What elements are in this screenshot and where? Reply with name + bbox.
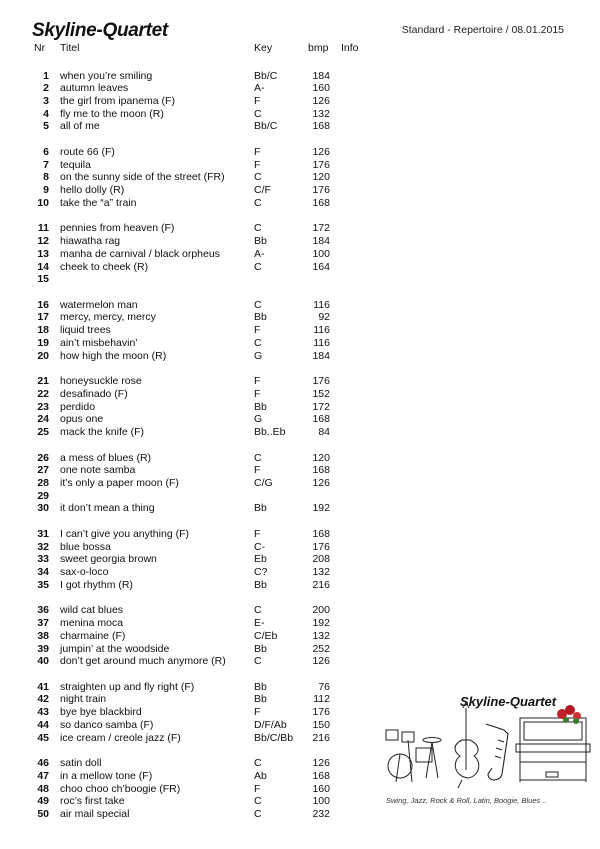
song-row — [0, 350, 380, 363]
song-tempo: 132 — [312, 566, 330, 579]
song-key: F — [254, 527, 261, 540]
logo-tagline: Swing, Jazz, Rock & Roll, Latin, Boogie, Blues .. — [386, 796, 547, 805]
song-number: 25 — [37, 426, 49, 439]
band-logo — [380, 690, 592, 820]
group-spacer — [0, 133, 380, 146]
song-row — [0, 604, 380, 617]
song-row — [0, 655, 380, 668]
song-number: 50 — [37, 808, 49, 821]
song-title: wild cat blues — [60, 604, 124, 617]
song-row — [0, 413, 380, 426]
song-tempo: 176 — [312, 706, 330, 719]
song-title: ain’t misbehavin’ — [60, 336, 138, 349]
song-row — [0, 375, 380, 388]
song-row — [0, 159, 380, 172]
song-number: 14 — [37, 260, 49, 273]
group-spacer — [0, 210, 380, 223]
song-number: 16 — [37, 298, 49, 311]
song-key: Bb..Eb — [254, 426, 286, 439]
song-number: 24 — [37, 413, 49, 426]
song-key: F — [254, 324, 261, 337]
song-tempo: 168 — [312, 769, 330, 782]
song-key: C — [254, 795, 262, 808]
song-key: C — [254, 451, 262, 464]
song-key: C- — [254, 540, 266, 553]
song-title: on the sunny side of the street (FR) — [60, 171, 225, 184]
song-title: charmaine (F) — [60, 629, 126, 642]
song-tempo: 160 — [312, 82, 330, 95]
song-tempo: 132 — [312, 107, 330, 120]
song-row — [0, 630, 380, 643]
song-number: 22 — [37, 387, 49, 400]
song-number: 15 — [37, 273, 49, 286]
song-title: honeysuckle rose — [60, 375, 142, 388]
song-number: 33 — [37, 553, 49, 566]
song-number: 4 — [43, 107, 49, 120]
song-title: jumpin’ at the woodside — [60, 642, 170, 655]
song-key: A- — [254, 247, 265, 260]
song-key: C — [254, 604, 262, 617]
song-number: 40 — [37, 655, 49, 668]
song-number: 35 — [37, 578, 49, 591]
song-key: Bb — [254, 693, 267, 706]
song-number: 26 — [37, 451, 49, 464]
song-row — [0, 311, 380, 324]
song-key: Bb/C — [254, 120, 278, 133]
song-number: 30 — [37, 502, 49, 515]
song-tempo: 168 — [312, 120, 330, 133]
piano-icon — [516, 718, 590, 782]
song-tempo: 168 — [312, 413, 330, 426]
song-row — [0, 299, 380, 312]
song-number: 34 — [37, 566, 49, 579]
song-row — [0, 541, 380, 554]
song-title: the girl from ipanema (F) — [60, 94, 175, 107]
song-row — [0, 579, 380, 592]
song-tempo: 168 — [312, 527, 330, 540]
group-spacer — [0, 439, 380, 452]
song-tempo: 132 — [312, 629, 330, 642]
song-title: mercy, mercy, mercy — [60, 311, 156, 324]
song-key: F — [254, 145, 261, 158]
song-title: one note samba — [60, 464, 136, 477]
song-row — [0, 770, 380, 783]
song-row — [0, 171, 380, 184]
song-row — [0, 681, 380, 694]
song-number: 28 — [37, 477, 49, 489]
song-title: cheek to cheek (R) — [60, 260, 149, 273]
song-tempo: 112 — [313, 693, 330, 706]
song-row — [0, 248, 380, 261]
song-tempo: 116 — [313, 324, 330, 337]
song-tempo: 184 — [312, 69, 330, 82]
song-number: 27 — [37, 464, 49, 477]
song-key: C — [254, 107, 262, 120]
song-title: hello dolly (R) — [60, 184, 125, 197]
instruments-illustration — [380, 690, 592, 790]
song-row — [0, 388, 380, 401]
repertoire-list — [0, 70, 380, 821]
drum-kit-icon — [386, 730, 441, 782]
song-number: 8 — [43, 171, 49, 184]
song-number: 11 — [37, 222, 49, 235]
song-title: opus one — [60, 413, 104, 426]
song-tempo: 116 — [313, 298, 330, 311]
song-key: F — [254, 94, 261, 107]
song-tempo: 126 — [312, 655, 330, 668]
song-title: I got rhythm (R) — [60, 578, 133, 591]
song-tempo: 176 — [312, 375, 330, 388]
song-tempo: 84 — [318, 426, 330, 439]
song-tempo: 168 — [312, 196, 330, 209]
song-title: sax-o-loco — [60, 566, 109, 579]
saxophone-icon — [486, 724, 508, 780]
song-row — [0, 82, 380, 95]
song-title: bye bye blackbird — [60, 706, 142, 719]
song-number: 2 — [43, 82, 49, 95]
song-tempo: 116 — [313, 336, 330, 349]
song-tempo: 176 — [312, 184, 330, 197]
song-tempo: 92 — [318, 311, 330, 324]
song-tempo: 192 — [312, 617, 330, 630]
song-key: C — [254, 336, 262, 349]
song-row — [0, 452, 380, 465]
song-row — [0, 732, 380, 745]
song-key: F — [254, 375, 261, 388]
group-spacer — [0, 362, 380, 375]
song-row — [0, 108, 380, 121]
song-key: G — [254, 413, 263, 426]
song-key: C? — [254, 566, 268, 579]
song-row — [0, 95, 380, 108]
song-title: in a mellow tone (F) — [60, 769, 153, 782]
song-tempo: 172 — [312, 400, 330, 413]
song-number: 1 — [43, 69, 49, 82]
song-key: C — [254, 757, 262, 770]
song-number: 3 — [43, 94, 49, 107]
song-tempo: 184 — [312, 349, 330, 362]
song-row — [0, 222, 380, 235]
song-row — [0, 70, 380, 83]
song-tempo: 176 — [312, 540, 330, 553]
song-number: 49 — [37, 795, 49, 808]
song-tempo: 164 — [312, 260, 330, 273]
band-name-title: Skyline-Quartet — [32, 20, 168, 41]
song-key: C — [254, 260, 262, 273]
column-header-bmp: bmp — [308, 42, 329, 54]
repertoire-subtitle: Standard - Repertoire / 08.01.2015 — [401, 24, 564, 36]
song-key: Bb — [254, 400, 267, 413]
song-title: menina moca — [60, 617, 124, 630]
song-key: A- — [254, 82, 265, 95]
song-tempo: 126 — [312, 94, 330, 107]
song-row — [0, 426, 380, 439]
song-title: it don’t mean a thing — [60, 502, 155, 515]
song-row — [0, 146, 380, 159]
song-key: C/F — [254, 184, 271, 197]
song-row — [0, 783, 380, 796]
column-header-titel: Titel — [60, 42, 80, 54]
song-title: a mess of blues (R) — [60, 451, 152, 464]
song-number: 20 — [37, 349, 49, 362]
song-number: 37 — [37, 617, 49, 630]
song-tempo: 126 — [312, 757, 330, 770]
song-number: 19 — [37, 336, 49, 349]
song-row — [0, 617, 380, 630]
song-number: 7 — [43, 158, 49, 171]
song-row — [0, 273, 380, 286]
song-key: Bb — [254, 680, 267, 693]
song-tempo: 160 — [312, 782, 330, 795]
song-title: tequila — [60, 158, 91, 171]
song-key: Bb/C — [254, 69, 278, 82]
group-spacer — [0, 744, 380, 757]
flowers-icon — [557, 705, 581, 724]
song-row — [0, 706, 380, 719]
song-tempo: 120 — [312, 451, 330, 464]
song-row — [0, 502, 380, 515]
song-title: desafinado (F) — [60, 387, 128, 400]
song-title: don’t get around much anymore (R) — [60, 655, 226, 668]
song-title: when you’re smiling — [60, 69, 153, 82]
song-key: Eb — [254, 553, 267, 566]
song-key: Ab — [254, 769, 267, 782]
song-number: 9 — [43, 184, 49, 197]
song-tempo: 120 — [312, 171, 330, 184]
song-title: how high the moon (R) — [60, 349, 167, 362]
song-title: mack the knife (F) — [60, 426, 145, 439]
song-number: 5 — [43, 120, 49, 133]
song-number: 13 — [37, 247, 49, 260]
double-bass-icon — [455, 702, 479, 788]
song-key: Bb — [254, 502, 267, 515]
song-number: 45 — [37, 731, 49, 744]
song-key: G — [254, 349, 263, 362]
song-row — [0, 795, 380, 808]
song-number: 32 — [37, 540, 49, 553]
song-title: manha de carnival / black orpheus — [60, 247, 220, 260]
song-key: Bb — [254, 235, 267, 248]
song-key: Bb — [254, 578, 267, 591]
song-row — [0, 757, 380, 770]
song-title: straighten up and fly right (F) — [60, 680, 195, 693]
column-header-info: Info — [341, 42, 359, 54]
song-number: 41 — [37, 680, 49, 693]
song-number: 31 — [37, 527, 49, 540]
song-key: Bb — [254, 642, 267, 655]
song-tempo: 126 — [312, 477, 330, 489]
song-tempo: 76 — [318, 680, 330, 693]
song-row — [0, 477, 380, 490]
song-key: F — [254, 464, 261, 477]
song-title: I can’t give you anything (F) — [60, 527, 189, 540]
song-title: roc’s first take — [60, 795, 125, 808]
song-key: E- — [254, 617, 265, 630]
song-number: 39 — [37, 642, 49, 655]
song-key: C/Eb — [254, 629, 278, 642]
logo-title: Skyline-Quartet — [460, 694, 557, 709]
song-row — [0, 324, 380, 337]
song-title: air mail special — [60, 808, 130, 821]
song-tempo: 200 — [312, 604, 330, 617]
song-tempo: 208 — [312, 553, 330, 566]
song-number: 46 — [37, 757, 49, 770]
song-tempo: 216 — [312, 578, 330, 591]
song-number: 43 — [37, 706, 49, 719]
song-title: sweet georgia brown — [60, 553, 157, 566]
song-number: 42 — [37, 693, 49, 706]
column-header-key: Key — [254, 42, 273, 54]
song-title: hiawatha rag — [60, 235, 121, 248]
song-title: liquid trees — [60, 324, 111, 337]
group-spacer — [0, 286, 380, 299]
song-tempo: 252 — [312, 642, 330, 655]
song-row — [0, 566, 380, 579]
song-title: it’s only a paper moon (F) — [60, 477, 179, 489]
group-spacer — [0, 668, 380, 681]
song-tempo: 172 — [312, 222, 330, 235]
song-row — [0, 693, 380, 706]
song-number: 23 — [37, 400, 49, 413]
song-number: 47 — [37, 769, 49, 782]
song-number: 17 — [37, 311, 49, 324]
song-row — [0, 235, 380, 248]
song-row — [0, 719, 380, 732]
group-spacer — [0, 515, 380, 528]
song-tempo: 216 — [312, 731, 330, 744]
song-title: satin doll — [60, 757, 102, 770]
song-key: F — [254, 782, 261, 795]
song-number: 6 — [43, 145, 49, 158]
song-row — [0, 464, 380, 477]
song-title: perdido — [60, 400, 96, 413]
song-number: 10 — [37, 196, 49, 209]
song-key: F — [254, 387, 261, 400]
song-title: blue bossa — [60, 540, 111, 553]
song-title: ice cream / creole jazz (F) — [60, 731, 181, 744]
song-title: choo choo ch’boogie (FR) — [60, 782, 181, 795]
song-tempo: 232 — [312, 808, 330, 821]
song-row — [0, 553, 380, 566]
song-number: 44 — [37, 718, 49, 731]
song-title: so danco samba (F) — [60, 718, 154, 731]
song-row — [0, 197, 380, 210]
song-title: night train — [60, 693, 107, 706]
song-number: 21 — [37, 375, 49, 388]
song-tempo: 168 — [312, 464, 330, 477]
song-row — [0, 643, 380, 656]
song-number: 18 — [37, 324, 49, 337]
song-title: watermelon man — [60, 298, 138, 311]
song-key: C/G — [254, 477, 273, 489]
song-title: all of me — [60, 120, 100, 133]
song-key: Bb/C/Bb — [254, 731, 294, 744]
song-key: C — [254, 655, 262, 668]
song-tempo: 184 — [312, 235, 330, 248]
song-tempo: 176 — [312, 158, 330, 171]
song-tempo: 150 — [312, 718, 330, 731]
column-header-nr: Nr — [34, 42, 46, 54]
song-key: C — [254, 196, 262, 209]
song-title: route 66 (F) — [60, 145, 115, 158]
song-row — [0, 120, 380, 133]
song-key: Bb — [254, 311, 267, 324]
song-tempo: 100 — [312, 795, 330, 808]
song-tempo: 152 — [312, 387, 330, 400]
song-title: autumn leaves — [60, 82, 129, 95]
song-row — [0, 808, 380, 821]
song-row — [0, 184, 380, 197]
song-row — [0, 401, 380, 414]
song-title: fly me to the moon (R) — [60, 107, 164, 120]
song-title: pennies from heaven (F) — [60, 222, 175, 235]
song-key: F — [254, 706, 261, 719]
group-spacer — [0, 592, 380, 605]
song-key: C — [254, 222, 262, 235]
song-row — [0, 490, 380, 503]
song-number: 48 — [37, 782, 49, 795]
song-key: F — [254, 158, 261, 171]
song-number: 36 — [37, 604, 49, 617]
song-number: 38 — [37, 629, 49, 642]
song-key: C — [254, 298, 262, 311]
song-tempo: 192 — [312, 502, 330, 515]
song-key: D/F/Ab — [254, 718, 287, 731]
song-tempo: 100 — [312, 247, 330, 260]
song-row — [0, 337, 380, 350]
song-row — [0, 261, 380, 274]
song-number: 12 — [37, 235, 49, 248]
song-title: take the “a” train — [60, 196, 137, 209]
song-row — [0, 528, 380, 541]
song-key: C — [254, 171, 262, 184]
song-key: C — [254, 808, 262, 821]
song-tempo: 126 — [312, 145, 330, 158]
song-number: 29 — [37, 489, 49, 502]
